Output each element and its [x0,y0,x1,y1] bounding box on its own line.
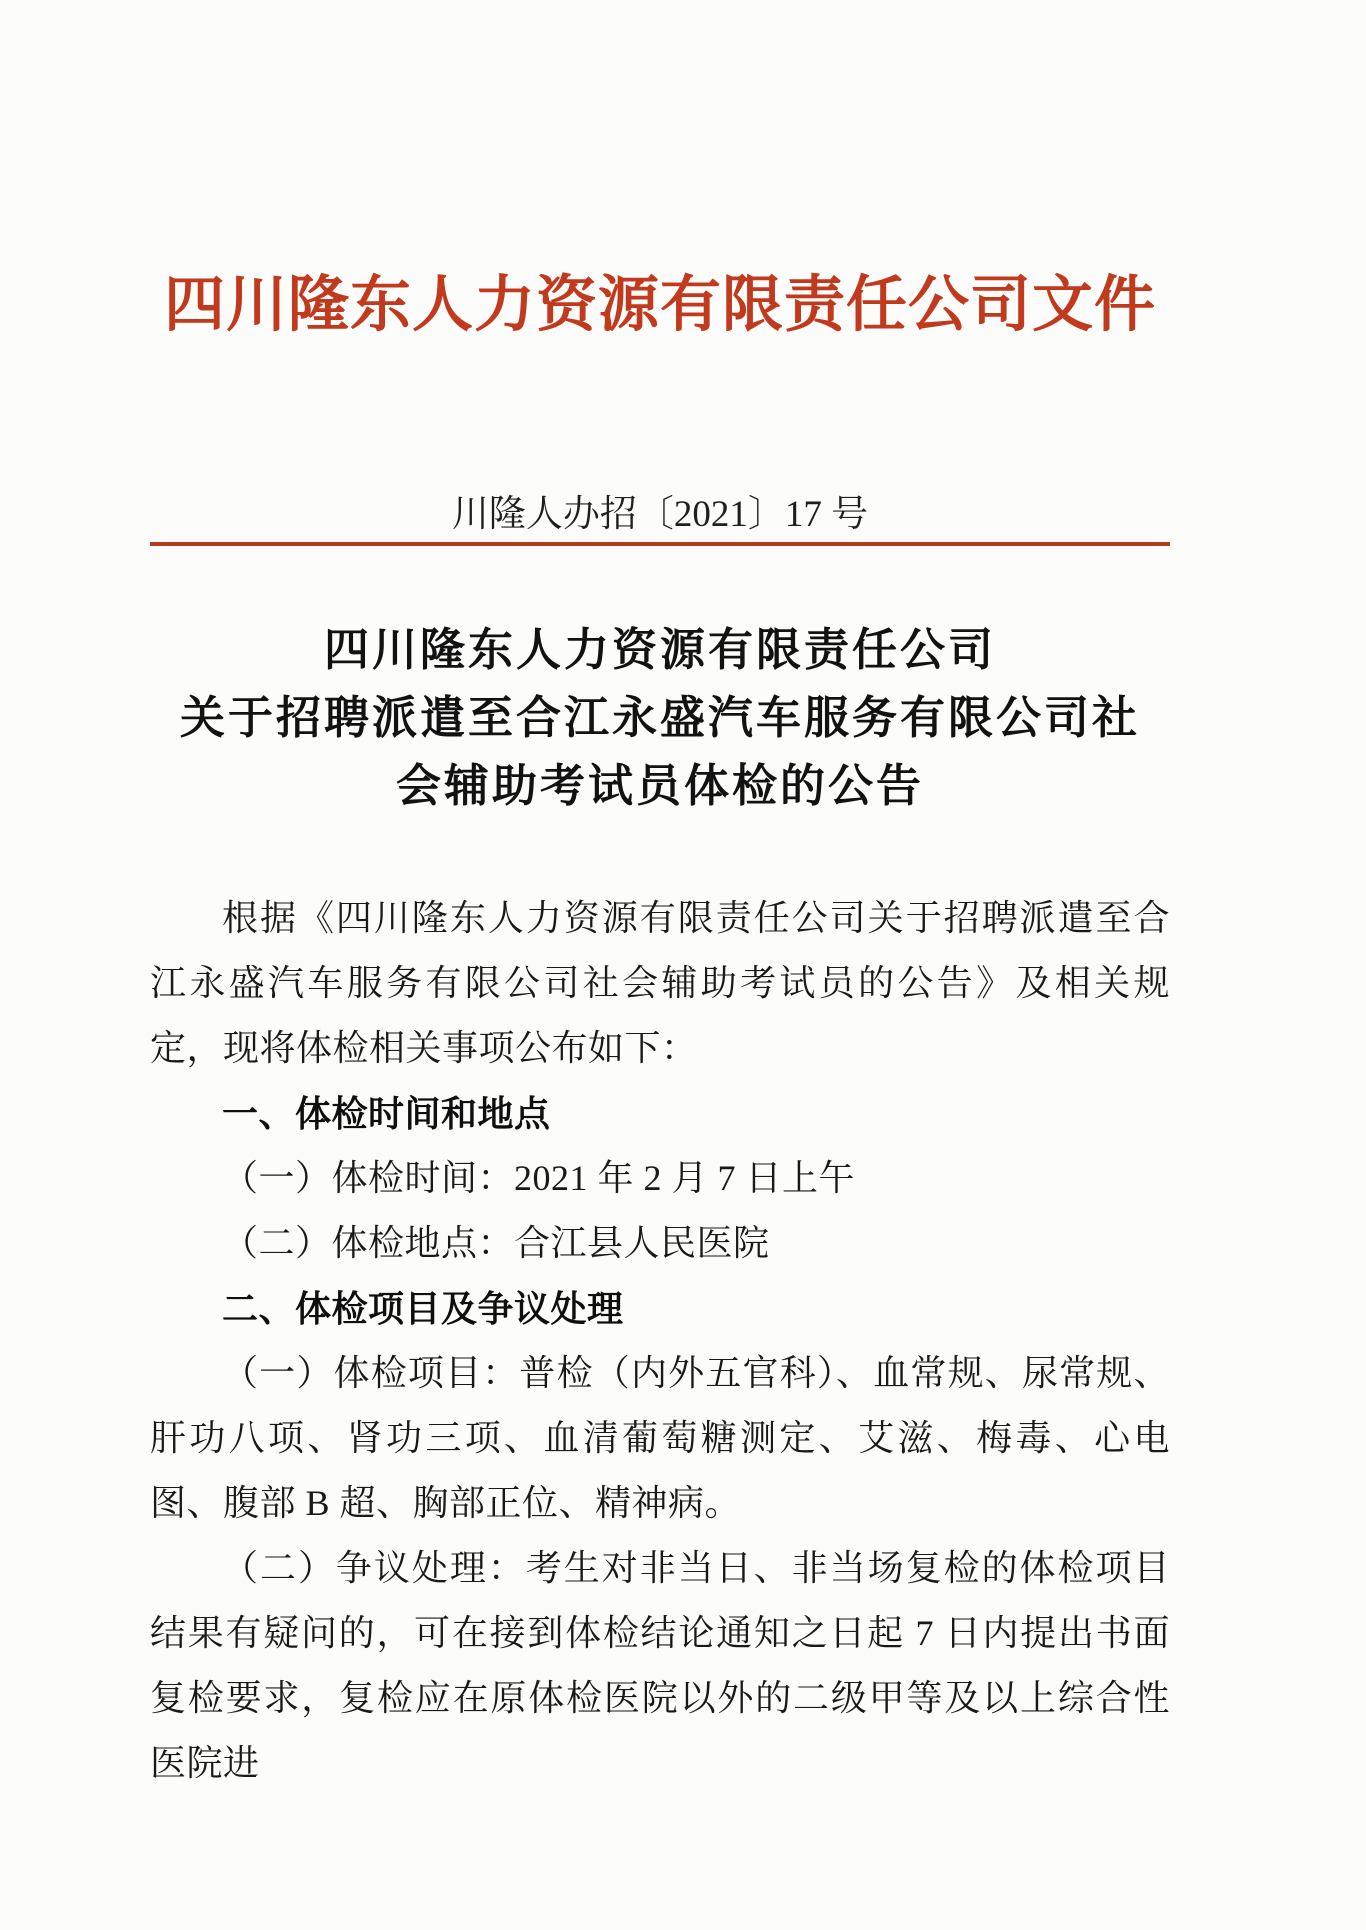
red-divider-line [150,542,1170,546]
document-body [150,886,1170,1796]
paragraph-dispute-handling: （二）争议处理：考生对非当日、非当场复检的体检项目结果有疑问的，可在接到体检结论通知之日起 7 日内提出书面复检要求，复检应在原体检医院以外的二级甲等及以上综合性医院进 [150,1548,1170,1783]
document-number: 川隆人办招〔2021〕17 号 [451,494,869,535]
document-title-line-1: 四川隆东人力资源有限责任公司 [323,624,996,675]
paragraph-exam-time: （一）体检时间：2021 年 2 月 7 日上午 [222,1158,856,1198]
document-header-title: 四川隆东人力资源有限责任公司文件 [163,272,1156,339]
paragraph-exam-items: （一）体检项目：普检（内外五官科）、血常规、尿常规、肝功八项、肾功三项、血清葡萄糖测定、艾滋、梅毒、心电图、腹部 B 超、胸部正位、精神病。 [150,1353,1170,1523]
document-title [150,616,1170,820]
document-content [150,0,1170,1796]
paragraph-exam-location: （二）体检地点：合江县人民医院 [222,1223,770,1263]
document-title-line-2: 关于招聘派遣至合江永盛汽车服务有限公司社 [179,692,1140,743]
section-heading-time-location: 一、体检时间和地点 [222,1093,551,1134]
document-title-line-3: 会辅助考试员体检的公告 [395,760,924,811]
paragraph-intro: 根据《四川隆东人力资源有限责任公司关于招聘派遣至合江永盛汽车服务有限公司社会辅助考试员的公告》及相关规定，现将体检相关事项公布如下： [150,898,1170,1068]
section-heading-items-disputes: 二、体检项目及争议处理 [222,1288,624,1329]
